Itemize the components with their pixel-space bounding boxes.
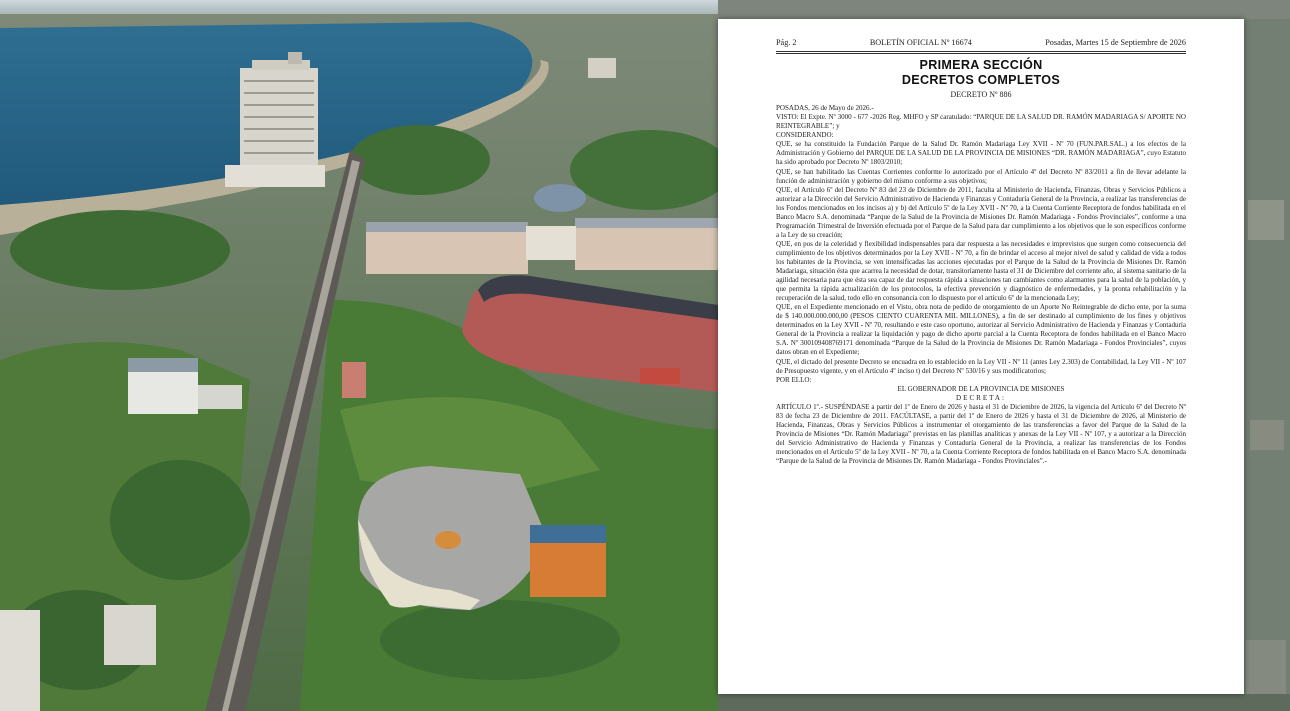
date-line: Posadas, Martes 15 de Septiembre de 2026 [1045, 38, 1186, 47]
bulletin-number: BOLETÍN OFICIAL Nº 16674 [869, 38, 972, 47]
decreta-heading: DECRETA: [956, 393, 1006, 402]
header-rule [776, 52, 1186, 54]
paragraph: QUE, en el Expediente mencionado en el Visto, obra nota de pedido de otorgamiento de un Aporte No Reintegrable de dicho ente, por la suma de $ 140.000.000.000,00 (PESOS CIENTO CUARENTA MIL MILLONES), a fin de ser destinado al cumplimiento de los fines y objetivos determinados en la Ley XVII - Nº 70, resultando e este caso oportuno, autorizar al Servicio Administrativo de Hacienda y Finanzas y Contaduría General de la Provincia a realizar la liquidación y pago de dicho aporte parcial a la Cuenta Receptora de fondos habilitada en el Banco Macro S.A. Nº 300109408769171 denominada “Parque de la Salud de la Provincia de Misiones Dr. Ramón Madariaga - Fondos Provinciales”, cuyos datos obran en el Expediente; [776, 303, 1186, 357]
gazette-page [718, 19, 1244, 694]
decree-number: DECRETO Nº 886 [950, 90, 1012, 100]
paragraph: POR ELLO: [776, 375, 812, 384]
governor-line: EL GOBERNADOR DE LA PROVINCIA DE MISIONES [897, 384, 1065, 393]
section-subtitle: DECRETOS COMPLETOS [901, 73, 1061, 88]
paragraph: QUE, se han habilitado las Cuentas Corrientes conforme lo autorizado por el Artículo 4º del Decreto Nº 83/2011 a fin de llevar adelante la función de administración y gobierno del mismo conforme a sus objetivos; [776, 167, 1186, 185]
decree-body [776, 104, 1186, 466]
paragraph: QUE, el Artículo 6º del Decreto Nº 83 del 23 de Diciembre de 2011, faculta al Ministerio de Hacienda, Finanzas, Obras y Servicios Públicos a autorizar a la Dirección del Servicio Administrativo de Hacienda y Finanzas y Contaduría General de la Provincia, a realizar las transferencias de los Fondos mencionados en los incisos a) y b) del Artículo 5º de la Ley XVII - Nº 70, a la Cuenta Corriente Receptora de fondos habilitada en el Banco Macro S.A. denominada “Parque de la Salud de la Provincia de Misiones Dr. Ramón Madariaga - Fondos Provinciales”, conforme a una Programación Trimestral de Inversión efectuada por el Parque de la Salud para dar cumplimiento a los objetivos que le son específicos conforme a la Ley de su creación; [776, 185, 1186, 239]
article-1: ARTÍCULO 1º.- SUSPÉNDASE a partir del 1º de Enero de 2026 y hasta el 31 de Diciembre de 2026, la vigencia del Artículo 6º del Decreto Nº 83 de fecha 23 de Diciembre de 2011. FACÚLTASE, a partir del 1º de Enero de 2026 y hasta el 31 de Diciembre de 2026, al Ministerio de Hacienda, Finanzas, Obras y Servicios Públicos a instrumentar el otorgamiento de las transferencias a favor del Parque de la Salud de la Provincia de Misiones “Dr. Ramón Madariaga” previstas en las planillas analíticas y anexas de la Ley VII - Nº 107, y a autorizar a la Dirección del Servicio Administrativo de Hacienda y Finanzas y Contaduría General de la Provincia, a realizar las transferencias de los Fondos mencionados en el Artículo 5º de la Ley XVII - Nº 70, a la Cuenta Corriente Receptora de fondos habilitada en el Banco Macro S.A. denominada “Parque de la Salud de la Provincia de Misiones Dr. Ramón Madariaga - Fondos Provinciales”.- [776, 402, 1186, 466]
paragraph: QUE, el dictado del presente Decreto se encuadra en lo establecido en la Ley VII - Nº 11 (antes Ley 2.303) de Contabilidad, la Ley VII - Nº 107 de Presupuesto vigente, y en el Artículo 4º inciso t) del Decreto Nº 530/16 y sus modificatorios; [776, 357, 1186, 375]
paragraph: POSADAS, 26 de Mayo de 2026.- [776, 104, 874, 113]
section-title: PRIMERA SECCIÓN [919, 58, 1043, 73]
gazette-header [776, 39, 1186, 52]
paragraph: CONSIDERANDO: [776, 131, 834, 140]
page-label: Pág. 2 [776, 38, 797, 47]
paragraph: QUE, en pos de la celeridad y flexibilidad indispensables para dar respuesta a las necesidades e imprevistos que surgen como consecuencia del cumplimiento de los objetivos determinados por la Ley XVII - Nº 70, a fin de brindar el acceso al mejor nivel de salud y calidad de vida a todos los habitantes de la Provincia, se ven intensificadas las acciones ejecutadas por el Parque de la Salud de la Provincia de Misiones Dr. Ramón Madariaga, situación ésta que acarrea la necesidad de dotar, transitoriamente hasta el 31 de Diciembre del corriente año, al sistema sanitario de la agilidad necesaria para que ésta sea capaz de dar respuesta rápida a situaciones tan cambiantes como alarmantes para la salud de la población, y que permita la rápida actualización de los protocolos, la efectiva prevención y diagnóstico de enfermedades, y la pronta rehabilitación y la recuperación de la salud, todo ello en consonancia con lo dispuesto por el artículo 6º de la mencionada Ley; [776, 239, 1186, 303]
paragraph: QUE, se ha constituido la Fundación Parque de la Salud Dr. Ramón Madariaga Ley XVII - Nº 70 (FUN.PAR.SAL.) a los efectos de la Administración y Gobierno del PARQUE DE LA SALUD DE LA PROVINCIA DE MISIONES “DR. RAMÓN MADARIAGA”, cuyo Estatuto ha sido aprobado por Decreto Nº 1803/2010; [776, 140, 1186, 167]
paragraph: VISTO: El Expte. Nº 3000 - 677 -2026 Reg. MHFO y SP caratulado: “PARQUE DE LA SALUD DR. RAMÓN MADARIAGA S/ APORTE NO REINTEGRABLE”; y [776, 113, 1186, 131]
